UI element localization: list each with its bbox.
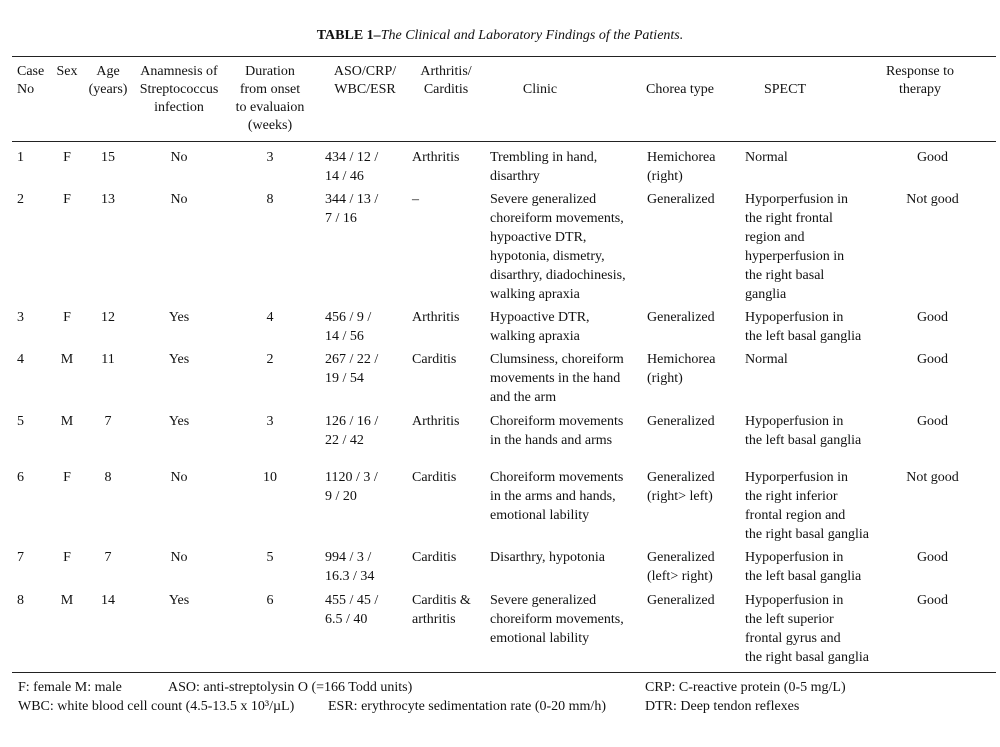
row-6-clinic: Choreiform movements	[490, 470, 624, 485]
row-5-anamnesis: Yes	[168, 414, 190, 429]
row-2-clinic: choreiform movements,	[490, 211, 624, 226]
row-6-arthritis: Carditis	[412, 470, 457, 485]
row-1-spect: Normal	[745, 150, 788, 165]
row-2-spect: ganglia	[745, 287, 787, 302]
row-7-age: 7	[104, 550, 112, 565]
row-4-spect: Normal	[745, 352, 788, 367]
row-6-labs: 9 / 20	[325, 489, 357, 504]
row-2-sex: F	[63, 192, 71, 207]
row-6-spect: Hyporperfusion in	[745, 470, 849, 485]
footnote-aso: ASO: anti-streptolysin O (=166 Todd units)	[168, 680, 413, 695]
header-labs: ASO/CRP/	[333, 64, 397, 79]
header-age: (years)	[88, 82, 128, 97]
row-3-clinic: Hypoactive DTR,	[490, 310, 590, 325]
row-5-labs: 126 / 16 /	[325, 414, 379, 429]
row-8-chorea: Generalized	[647, 593, 715, 608]
row-2-labs: 344 / 13 /	[325, 192, 379, 207]
row-1-chorea: Hemichorea	[647, 150, 716, 165]
row-8-clinic: Severe generalized	[490, 593, 597, 608]
header-labs: WBC/ESR	[334, 82, 396, 97]
row-4-sex: M	[60, 352, 74, 367]
footnote-sex: F: female M: male	[18, 680, 122, 695]
row-4-clinic: Clumsiness, choreiform	[490, 352, 624, 367]
row-1-clinic: Trembling in hand,	[490, 150, 598, 165]
row-3-labs: 14 / 56	[325, 329, 364, 344]
header-duration: Duration	[245, 64, 295, 79]
row-5-labs: 22 / 42	[325, 433, 364, 448]
row-7-chorea: Generalized	[647, 550, 715, 565]
row-7-anamnesis: No	[170, 550, 188, 565]
header-clinic: Clinic	[522, 82, 558, 97]
row-1-chorea: (right)	[647, 169, 683, 184]
header-anamnesis: Anamnesis of	[140, 64, 218, 79]
header-arthritis: Arthritis/	[420, 64, 472, 79]
row-8-clinic: emotional lability	[490, 631, 590, 646]
row-7-duration: 5	[266, 550, 274, 565]
row-6-clinic: emotional lability	[490, 508, 590, 523]
row-7-arthritis: Carditis	[412, 550, 457, 565]
row-2-clinic: disarthry, diadochinesis,	[490, 268, 626, 283]
table-caption: The Clinical and Laboratory Findings of the Patients.	[380, 28, 684, 43]
header-spect: SPECT	[763, 82, 806, 97]
row-2-clinic: walking apraxia	[490, 287, 580, 302]
bottom-rule	[12, 672, 996, 673]
row-7-sex: F	[63, 550, 71, 565]
row-6-spect: the right basal ganglia	[745, 527, 870, 542]
row-5-arthritis: Arthritis	[412, 414, 460, 429]
row-2-case: 2	[17, 192, 24, 207]
row-3-response: Good	[916, 310, 949, 325]
row-8-spect: the right basal ganglia	[745, 650, 870, 665]
row-8-labs: 6.5 / 40	[325, 612, 368, 627]
row-8-labs: 455 / 45 /	[325, 593, 379, 608]
row-2-anamnesis: No	[170, 192, 188, 207]
row-6-age: 8	[104, 470, 112, 485]
header-anamnesis: Streptococcus	[139, 82, 219, 97]
row-2-duration: 8	[266, 192, 274, 207]
header-duration: to evaluaion	[235, 100, 305, 115]
row-3-duration: 4	[266, 310, 274, 325]
row-3-chorea: Generalized	[647, 310, 715, 325]
row-2-spect: Hyporperfusion in	[745, 192, 849, 207]
row-7-case: 7	[17, 550, 24, 565]
row-4-chorea: (right)	[647, 371, 683, 386]
row-8-clinic: choreiform movements,	[490, 612, 624, 627]
footnote-dtr: DTR: Deep tendon reflexes	[645, 699, 800, 714]
row-1-sex: F	[63, 150, 71, 165]
row-2-labs: 7 / 16	[325, 211, 357, 226]
header-duration: (weeks)	[247, 118, 293, 133]
row-4-anamnesis: Yes	[168, 352, 190, 367]
row-4-labs: 267 / 22 /	[325, 352, 379, 367]
row-1-labs: 434 / 12 /	[325, 150, 379, 165]
row-3-spect: the left basal ganglia	[745, 329, 862, 344]
row-7-clinic: Disarthry, hypotonia	[490, 550, 605, 565]
row-4-case: 4	[17, 352, 24, 367]
row-6-clinic: in the arms and hands,	[490, 489, 616, 504]
row-3-labs: 456 / 9 /	[325, 310, 372, 325]
header-rule	[12, 141, 996, 142]
row-5-clinic: Choreiform movements	[490, 414, 624, 429]
row-2-arthritis: –	[412, 192, 419, 207]
row-8-duration: 6	[266, 593, 274, 608]
header-chorea: Chorea type	[645, 82, 715, 97]
row-1-anamnesis: No	[170, 150, 188, 165]
row-6-chorea: (right> left)	[647, 489, 713, 504]
row-6-sex: F	[63, 470, 71, 485]
row-4-duration: 2	[266, 352, 274, 367]
row-1-case: 1	[17, 150, 24, 165]
row-3-anamnesis: Yes	[168, 310, 190, 325]
row-2-spect: hyperperfusion in	[745, 249, 845, 264]
row-1-age: 15	[101, 150, 115, 165]
row-6-labs: 1120 / 3 /	[325, 470, 378, 485]
header-case: Case	[17, 64, 45, 79]
footnote-esr: ESR: erythrocyte sedimentation rate (0-20 mm/h)	[328, 699, 606, 714]
row-5-spect: the left basal ganglia	[745, 433, 862, 448]
row-4-labs: 19 / 54	[325, 371, 364, 386]
table-title	[0, 28, 1000, 44]
row-1-duration: 3	[266, 150, 274, 165]
header-age: Age	[96, 64, 120, 79]
footnote-crp: CRP: C-reactive protein (0-5 mg/L)	[645, 680, 846, 695]
row-8-spect: frontal gyrus and	[745, 631, 841, 646]
row-8-spect: Hypoperfusion in	[745, 593, 844, 608]
row-6-duration: 10	[263, 470, 277, 485]
header-arthritis: Carditis	[423, 82, 469, 97]
row-4-clinic: movements in the hand	[490, 371, 621, 386]
row-3-arthritis: Arthritis	[412, 310, 460, 325]
row-6-spect: frontal region and	[745, 508, 846, 523]
row-6-chorea: Generalized	[647, 470, 715, 485]
row-8-arthritis: Carditis &	[412, 593, 471, 608]
row-1-clinic: disarthry	[490, 169, 540, 184]
row-2-clinic: hypoactive DTR,	[490, 230, 587, 245]
row-3-clinic: walking apraxia	[490, 329, 580, 344]
row-8-spect: the left superior	[745, 612, 834, 627]
row-8-response: Good	[916, 593, 949, 608]
row-5-sex: M	[60, 414, 74, 429]
row-2-chorea: Generalized	[647, 192, 715, 207]
row-1-response: Good	[916, 150, 949, 165]
header-duration: from onset	[239, 82, 301, 97]
header-response: Response to	[885, 64, 955, 79]
row-4-arthritis: Carditis	[412, 352, 457, 367]
row-6-spect: the right inferior	[745, 489, 838, 504]
row-8-arthritis: arthritis	[412, 612, 456, 627]
row-7-response: Good	[916, 550, 949, 565]
row-3-sex: F	[63, 310, 71, 325]
row-7-chorea: (left> right)	[647, 569, 713, 584]
row-2-clinic: Severe generalized	[490, 192, 597, 207]
top-rule	[12, 56, 996, 57]
row-6-case: 6	[17, 470, 24, 485]
row-5-response: Good	[916, 414, 949, 429]
row-5-case: 5	[17, 414, 24, 429]
row-2-response: Not good	[906, 192, 959, 207]
row-4-age: 11	[101, 352, 115, 367]
row-4-chorea: Hemichorea	[647, 352, 716, 367]
table-label: TABLE 1–	[316, 28, 381, 43]
row-8-sex: M	[60, 593, 74, 608]
footnote-wbc: WBC: white blood cell count (4.5-13.5 x 10³/µL)	[18, 699, 295, 714]
row-2-age: 13	[101, 192, 115, 207]
header-response: therapy	[899, 82, 941, 97]
row-1-arthritis: Arthritis	[412, 150, 460, 165]
row-3-case: 3	[17, 310, 24, 325]
row-3-age: 12	[101, 310, 115, 325]
row-5-duration: 3	[266, 414, 274, 429]
row-1-labs: 14 / 46	[325, 169, 364, 184]
row-2-spect: the right frontal	[745, 211, 833, 226]
header-anamnesis: infection	[154, 100, 204, 115]
header-case: No	[17, 82, 35, 97]
header-sex: Sex	[56, 64, 78, 79]
row-3-spect: Hypoperfusion in	[745, 310, 844, 325]
row-7-spect: Hypoperfusion in	[745, 550, 844, 565]
row-4-clinic: and the arm	[490, 390, 557, 405]
row-2-spect: the right basal	[745, 268, 825, 283]
row-6-anamnesis: No	[170, 470, 188, 485]
row-7-spect: the left basal ganglia	[745, 569, 862, 584]
row-7-labs: 16.3 / 34	[325, 569, 375, 584]
row-5-spect: Hypoperfusion in	[745, 414, 844, 429]
row-8-anamnesis: Yes	[168, 593, 190, 608]
row-2-clinic: hypotonia, dismetry,	[490, 249, 605, 264]
row-5-age: 7	[104, 414, 112, 429]
row-5-chorea: Generalized	[647, 414, 715, 429]
row-8-age: 14	[101, 593, 115, 608]
row-6-response: Not good	[906, 470, 959, 485]
row-8-case: 8	[17, 593, 24, 608]
row-5-clinic: in the hands and arms	[490, 433, 613, 448]
row-2-spect: region and	[745, 230, 805, 245]
row-7-labs: 994 / 3 /	[325, 550, 372, 565]
row-4-response: Good	[916, 352, 949, 367]
